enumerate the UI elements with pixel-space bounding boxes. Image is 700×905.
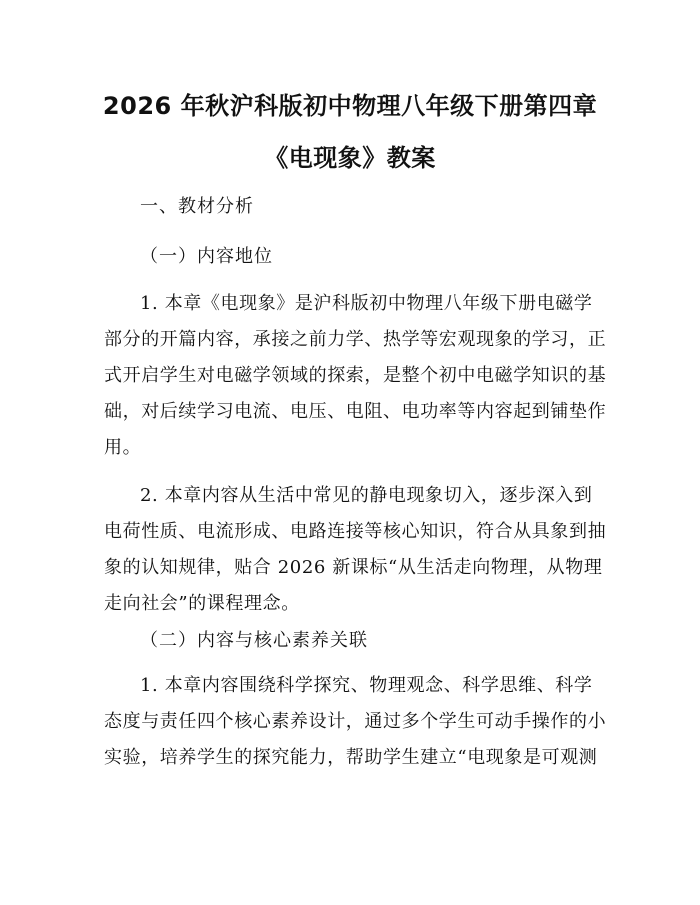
paragraph-2-line: 走向社会”的课程理念。 xyxy=(104,593,300,614)
section-heading-textbook-analysis: 一、教材分析 xyxy=(140,196,254,217)
paragraph-3-line: 实验，培养学生的探究能力，帮助学生建立“电现象是可观测 xyxy=(104,747,598,768)
subsection-heading-content-position: （一）内容地位 xyxy=(140,246,273,267)
paragraph-2-line: 2. 本章内容从生活中常见的静电现象切入，逐步深入到 xyxy=(140,485,593,506)
subsection-heading-core-literacy: （二）内容与核心素养关联 xyxy=(140,630,368,651)
paragraph-2-line: 电荷性质、电流形成、电路连接等核心知识，符合从具象到抽 xyxy=(104,521,607,542)
paragraph-3 xyxy=(104,668,607,776)
paragraph-1-line: 部分的开篇内容，承接之前力学、热学等宏观现象的学习，正 xyxy=(104,329,607,350)
paragraph-1-line: 用。 xyxy=(104,437,142,458)
paragraph-3-line: 态度与责任四个核心素养设计，通过多个学生可动手操作的小 xyxy=(104,711,607,732)
paragraph-1-line: 1. 本章《电现象》是沪科版初中物理八年级下册电磁学 xyxy=(140,293,593,314)
paragraph-2 xyxy=(104,478,607,622)
paragraph-2-line: 象的认知规律，贴合 2026 新课标“从生活走向物理，从物理 xyxy=(104,557,603,578)
paragraph-1 xyxy=(104,286,607,466)
document-title-line1: 2026 年秋沪科版初中物理八年级下册第四章 xyxy=(102,92,598,120)
paragraph-3-line: 1. 本章内容围绕科学探究、物理观念、科学思维、科学 xyxy=(140,675,593,696)
document-title-line2: 《电现象》教案 xyxy=(264,144,436,172)
paragraph-1-line: 础，对后续学习电流、电压、电阻、电功率等内容起到铺垫作 xyxy=(104,401,607,422)
paragraph-1-line: 式开启学生对电磁学领域的探索，是整个初中电磁学知识的基 xyxy=(104,365,607,386)
